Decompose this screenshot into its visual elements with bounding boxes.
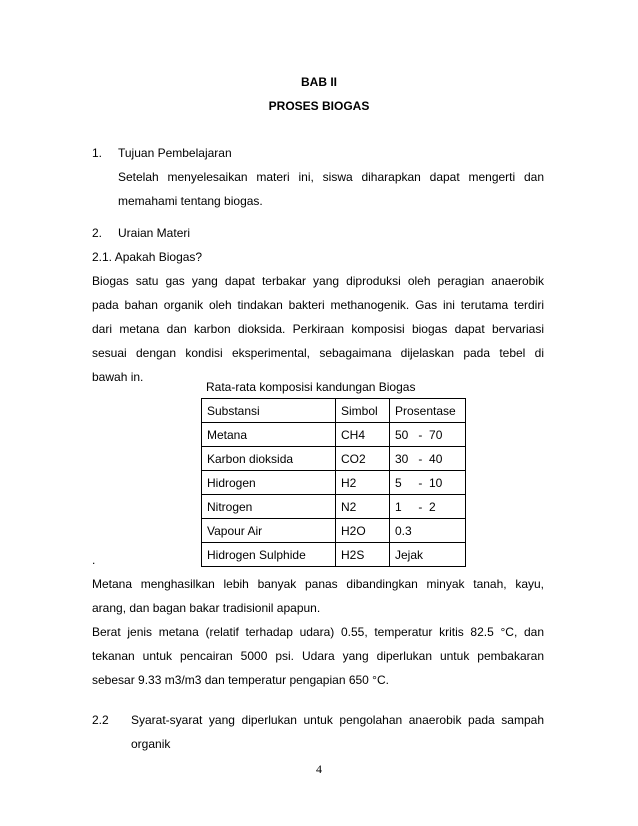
table-cell: 0.3 xyxy=(390,519,466,543)
section-2-2-line-2: organik xyxy=(131,737,171,751)
table-cell: Nitrogen xyxy=(202,495,336,519)
density-line-2: tekanan untuk pencairan 5000 psi. Udara yang diperlukan untuk pembakaran xyxy=(92,649,544,663)
table-row xyxy=(202,543,466,567)
table-row xyxy=(202,495,466,519)
section-2-1-heading: 2.1. Apakah Biogas? xyxy=(92,250,203,264)
table-cell: Hidrogen xyxy=(202,471,336,495)
table-cell: Vapour Air xyxy=(202,519,336,543)
section-2-2-line-1: Syarat-syarat yang diperlukan untuk pengolahan anaerobik pada sampah xyxy=(131,713,544,727)
page-number: 4 xyxy=(316,762,322,776)
table-cell: H2S xyxy=(336,543,390,567)
table-cell: N2 xyxy=(336,495,390,519)
table-cell: Metana xyxy=(202,423,336,447)
table-row xyxy=(202,447,466,471)
table-cell: 30 - 40 xyxy=(390,447,466,471)
paragraph-line-4: sesuai dengan kondisi eksperimental, sebagaimana dijelaskan pada tebel di xyxy=(92,346,544,360)
table-cell: CH4 xyxy=(336,423,390,447)
table-cell: Karbon dioksida xyxy=(202,447,336,471)
table-row xyxy=(202,471,466,495)
methane-line-1: Metana menghasilkan lebih banyak panas dibandingkan minyak tanah, kayu, xyxy=(92,577,544,591)
section-1-line-1: Setelah menyelesaikan materi ini, siswa diharapkan dapat mengerti dan xyxy=(118,170,544,184)
table-cell: Jejak xyxy=(390,543,466,567)
table-cell: CO2 xyxy=(336,447,390,471)
section-1-heading: Tujuan Pembelajaran xyxy=(118,146,232,160)
paragraph-line-5: bawah in. xyxy=(92,370,144,384)
table-header-row xyxy=(202,399,466,423)
section-2-2-number: 2.2 xyxy=(92,713,109,727)
table-cell: Hidrogen Sulphide xyxy=(202,543,336,567)
paragraph-line-1: Biogas satu gas yang dapat terbakar yang diproduksi oleh peragian anaerobik xyxy=(92,274,544,288)
density-line-3: sebesar 9.33 m3/m3 dan temperatur pengapian 650 °C. xyxy=(92,673,389,687)
paragraph-line-3: dari metana dan karbon dioksida. Perkiraan komposisi biogas dapat bervariasi xyxy=(92,322,544,336)
methane-line-2: arang, dan bagan bakar tradisionil apapun. xyxy=(92,601,321,615)
table-cell: H2O xyxy=(336,519,390,543)
table-cell: 5 - 10 xyxy=(390,471,466,495)
section-1-line-2: memahami tentang biogas. xyxy=(118,194,263,208)
paragraph-line-2: pada bahan organik oleh tindakan bakteri methanogenik. Gas ini terutama terdiri xyxy=(92,298,544,312)
table-header-cell: Simbol xyxy=(336,399,390,423)
table-row xyxy=(202,519,466,543)
table-header-cell: Prosentase xyxy=(390,399,466,423)
density-line-1: Berat jenis metana (relatif terhadap udara) 0.55, temperatur kritis 82.5 °C, dan xyxy=(92,625,544,639)
table-caption: Rata-rata komposisi kandungan Biogas xyxy=(206,380,416,394)
section-2-number: 2. xyxy=(92,226,103,240)
table-row xyxy=(202,423,466,447)
table-trailing-dot: . xyxy=(92,553,96,567)
table-cell: 50 - 70 xyxy=(390,423,466,447)
composition-table xyxy=(201,398,466,567)
table-header-cell: Substansi xyxy=(202,399,336,423)
section-1-number: 1. xyxy=(92,146,103,160)
table-cell: 1 - 2 xyxy=(390,495,466,519)
table-cell: H2 xyxy=(336,471,390,495)
section-2-heading: Uraian Materi xyxy=(118,226,191,240)
chapter-label: BAB II xyxy=(301,75,337,89)
page-title: PROSES BIOGAS xyxy=(268,99,370,113)
